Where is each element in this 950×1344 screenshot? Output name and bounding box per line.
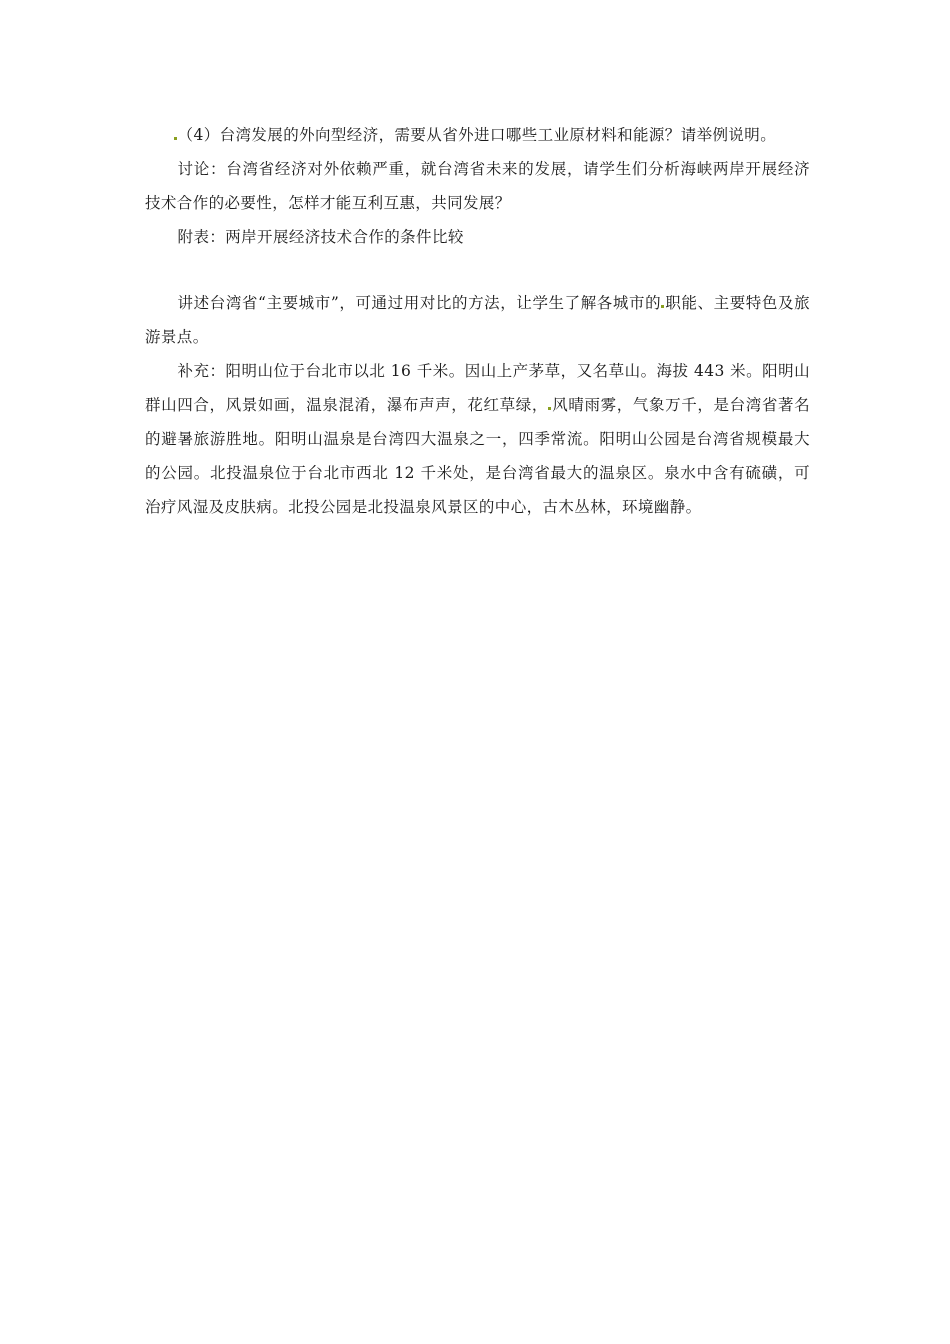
paragraph-text-part1: 讲述台湾省“主要城市”，可通过用对比的方法，让学生了解各城市的: [177, 294, 662, 312]
paragraph-text: （4）台湾发展的外向型经济，需要从省外进口哪些工业原材料和能源？请举例说明。: [177, 126, 777, 144]
paragraph-text-part1: 补充：阳明山位于台北市以北 16 千米。因山上产茅草，又名草山。海拔 443 米。阳明山群山四合，风景如画，温泉混淆，瀑布声声，花红草绿，: [145, 362, 810, 414]
annotation-mark: [661, 305, 664, 308]
annotation-mark: [174, 137, 177, 140]
paragraph-supplement: [145, 354, 810, 524]
paragraph-appendix-table: [145, 220, 810, 254]
paragraph-text-part2: 职能、主要特色及旅游景点。: [145, 294, 810, 346]
paragraph-text-part2: 风晴雨雾，气象万千，是台湾省著名的避暑旅游胜地。阳明山温泉是台湾四大温泉之一，四季常流。阳明山公园是台湾省规模最大的公园。北投温泉位于台北市西北 12 千米处，是台湾省最大的温泉区。泉水中含有硫磺，可治疗风湿及皮肤病。北投公园是北投温泉风景区的中心，古木丛林，环境幽静。: [145, 396, 810, 516]
paragraph-text: 附表：两岸开展经济技术合作的条件比较: [177, 228, 464, 246]
annotation-mark: [548, 407, 551, 410]
document-body: [145, 118, 810, 524]
paragraph-question-4: [145, 118, 810, 152]
paragraph-major-cities: [145, 286, 810, 354]
paragraph-text: 讨论：台湾省经济对外依赖严重，就台湾省未来的发展，请学生们分析海峡两岸开展经济技术合作的必要性，怎样才能互利互惠，共同发展？: [145, 160, 810, 212]
paragraph-discussion: [145, 152, 810, 220]
